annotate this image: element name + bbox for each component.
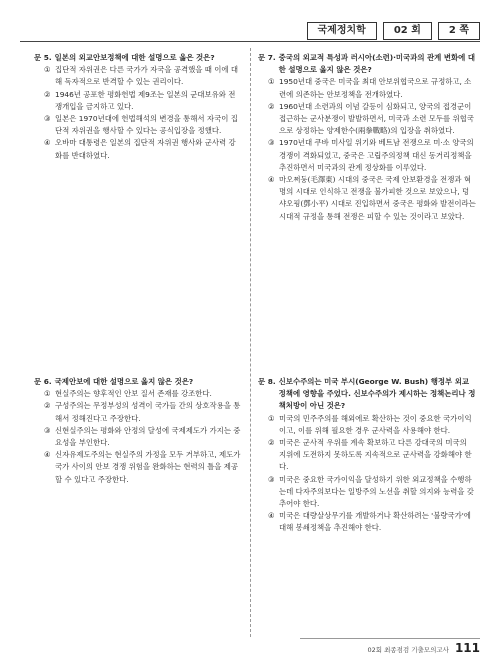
option-mark: ③	[268, 474, 275, 484]
question-number: 문 5.	[34, 53, 52, 62]
option-2	[258, 437, 476, 474]
option-2	[258, 101, 476, 138]
option-2	[34, 89, 242, 113]
question-number: 문 6.	[34, 377, 52, 386]
option-text: 미국은 중요한 국가이익을 달성하기 위한 외교정책을 수행하는데 다자주의보다는 일방주의 노선을 취할 의지와 능력을 갖추어야 한다.	[279, 474, 474, 509]
option-text: 집단적 자위권은 다른 국가가 자국을 공격했을 때 이에 대해 독자적으로 반격할 수 있는 권리이다.	[55, 65, 239, 87]
option-mark: ②	[44, 89, 51, 99]
option-text: 미국은 군사적 우위를 계속 확보하고 다른 강대국의 미국의 지위에 도전하지 못하도록 지속적으로 군사력을 강화해야 한다.	[279, 438, 472, 472]
footer-rule	[300, 638, 480, 639]
option-1	[258, 76, 476, 100]
question-number: 문 7.	[258, 53, 276, 62]
option-text: 1950년대 중국은 미국을 최대 안보위협국으로 규정하고, 소련에 의존하는 안보정책을 전개하였다.	[279, 77, 472, 99]
option-3	[258, 474, 476, 511]
header-boxes	[307, 22, 480, 40]
option-1	[258, 413, 476, 437]
question-stem	[34, 52, 242, 64]
round-box: 02 회	[383, 22, 432, 40]
option-mark: ③	[268, 138, 275, 148]
option-3	[34, 425, 242, 449]
option-mark: ④	[268, 175, 275, 185]
question-5	[34, 52, 242, 162]
question-8	[258, 376, 476, 535]
option-1	[34, 388, 242, 400]
question-stem	[34, 376, 242, 388]
option-mark: ②	[44, 401, 51, 411]
option-text: 신자유제도주의는 현실주의 가정을 모두 거부하고, 제도가 국가 사이의 안보 경쟁 위험을 완화하는 현력의 틀을 제공할 수 있다고 주장한다.	[55, 450, 241, 484]
question-stem	[258, 376, 476, 413]
question-text: 중국의 외교적 특성과 러시아(소련)·미국과의 관계 변화에 대한 설명으로 옳지 않은 것은?	[278, 53, 476, 75]
option-text: 미국은 대량살상무기를 개발하거나 확산하려는 '불량국가'에 대해 봉쇄정책을 추진해야 한다.	[279, 511, 471, 533]
page-number: 111	[454, 641, 480, 655]
option-mark: ③	[44, 425, 51, 435]
option-2	[34, 400, 242, 424]
question-6	[34, 376, 242, 486]
option-3	[258, 137, 476, 174]
question-text: 일본의 외교안보정책에 대한 설명으로 옳은 것은?	[54, 53, 215, 62]
question-stem	[258, 52, 476, 76]
option-mark: ③	[44, 114, 51, 124]
footer-text: 02회 최종점검 기출모의고사	[367, 646, 449, 654]
option-mark: ④	[44, 450, 51, 460]
question-number: 문 8.	[258, 377, 276, 386]
page-side-box: 2 쪽	[438, 22, 480, 40]
question-text: 국제안보에 대한 설명으로 옳지 않은 것은?	[54, 377, 194, 386]
footer	[367, 641, 480, 655]
question-7	[258, 52, 476, 223]
option-text: 1960년대 소련과의 이념 갈등이 심화되고, 양국의 접경군이 접근하는 군사분쟁이 발발하면서, 미국과 소련 모두를 위협국으로 상정하는 양제한수(兩拳戰略)의 입장을 취하였다.	[279, 101, 474, 136]
option-4	[34, 137, 242, 161]
option-text: 신현실주의는 평화와 안정의 달성에 국제제도가 가지는 중요성을 부인한다.	[55, 425, 241, 448]
option-text: 오바마 대통령은 일본의 집단적 자위권 행사와 군사력 강화를 반대하였다.	[55, 138, 236, 160]
column-divider	[250, 48, 251, 637]
option-4	[258, 174, 476, 223]
option-mark: ①	[268, 413, 275, 423]
option-4	[258, 510, 476, 534]
option-mark: ①	[44, 65, 51, 75]
option-4	[34, 449, 242, 486]
question-text: 신보수주의는 미국 부시(George W. Bush) 행정부 외교정책에 영향을 주었다. 신보수주의가 제시하는 정책논리나 정책처방이 아닌 것은?	[278, 377, 476, 411]
option-mark: ②	[268, 438, 275, 448]
option-mark: ①	[268, 77, 275, 87]
option-mark: ④	[268, 511, 275, 521]
option-mark: ④	[44, 138, 51, 148]
option-3	[34, 113, 242, 137]
option-text: 1970년대 쿠바 미사일 위기와 베트남 전쟁으로 미·소 양국의 경쟁이 격화되었고, 중국은 고립주의정책 대신 동거리정책을 추진하면서 미국과의 관계 정상화를 이루었다.	[279, 138, 474, 172]
option-mark: ①	[44, 389, 51, 399]
header-rule	[20, 41, 480, 42]
option-1	[34, 64, 242, 88]
option-mark: ②	[268, 101, 275, 111]
option-text: 현실주의는 향후적인 안보 질서 존재를 강조한다.	[55, 389, 212, 399]
option-text: 마오쩌둥(毛澤東) 시대의 중국은 국제 안보환경을 전쟁과 혁명의 시대로 인식하고 전쟁을 불가피한 것으로 보았으나, 덩샤오핑(鄧小平) 시대로 진입하면서 중국은 평화와 발전이라는 시대적 규정을 통해 전쟁은 피할 수 있는 것이라고 보았다.	[279, 175, 476, 221]
option-text: 미국의 민주주의를 해외에로 확산하는 것이 중요한 국가이익이고, 이를 위해 필요한 경우 군사력을 사용해야 한다.	[279, 413, 472, 435]
option-text: 1946년 공포한 평화헌법 제9조는 일본의 군대보유와 전쟁개입을 금지하고 있다.	[55, 89, 236, 111]
option-text: 구성주의는 무정부성의 성격이 국가들 간의 상호작용을 통해서 정해진다고 주장한다.	[55, 401, 241, 423]
option-text: 일본은 1970년대에 헌법해석의 변경을 통해서 자국이 집단적 자위권을 행사할 수 있다는 공식입장을 정했다.	[55, 114, 238, 136]
subject-box: 국제정치학	[307, 22, 377, 40]
